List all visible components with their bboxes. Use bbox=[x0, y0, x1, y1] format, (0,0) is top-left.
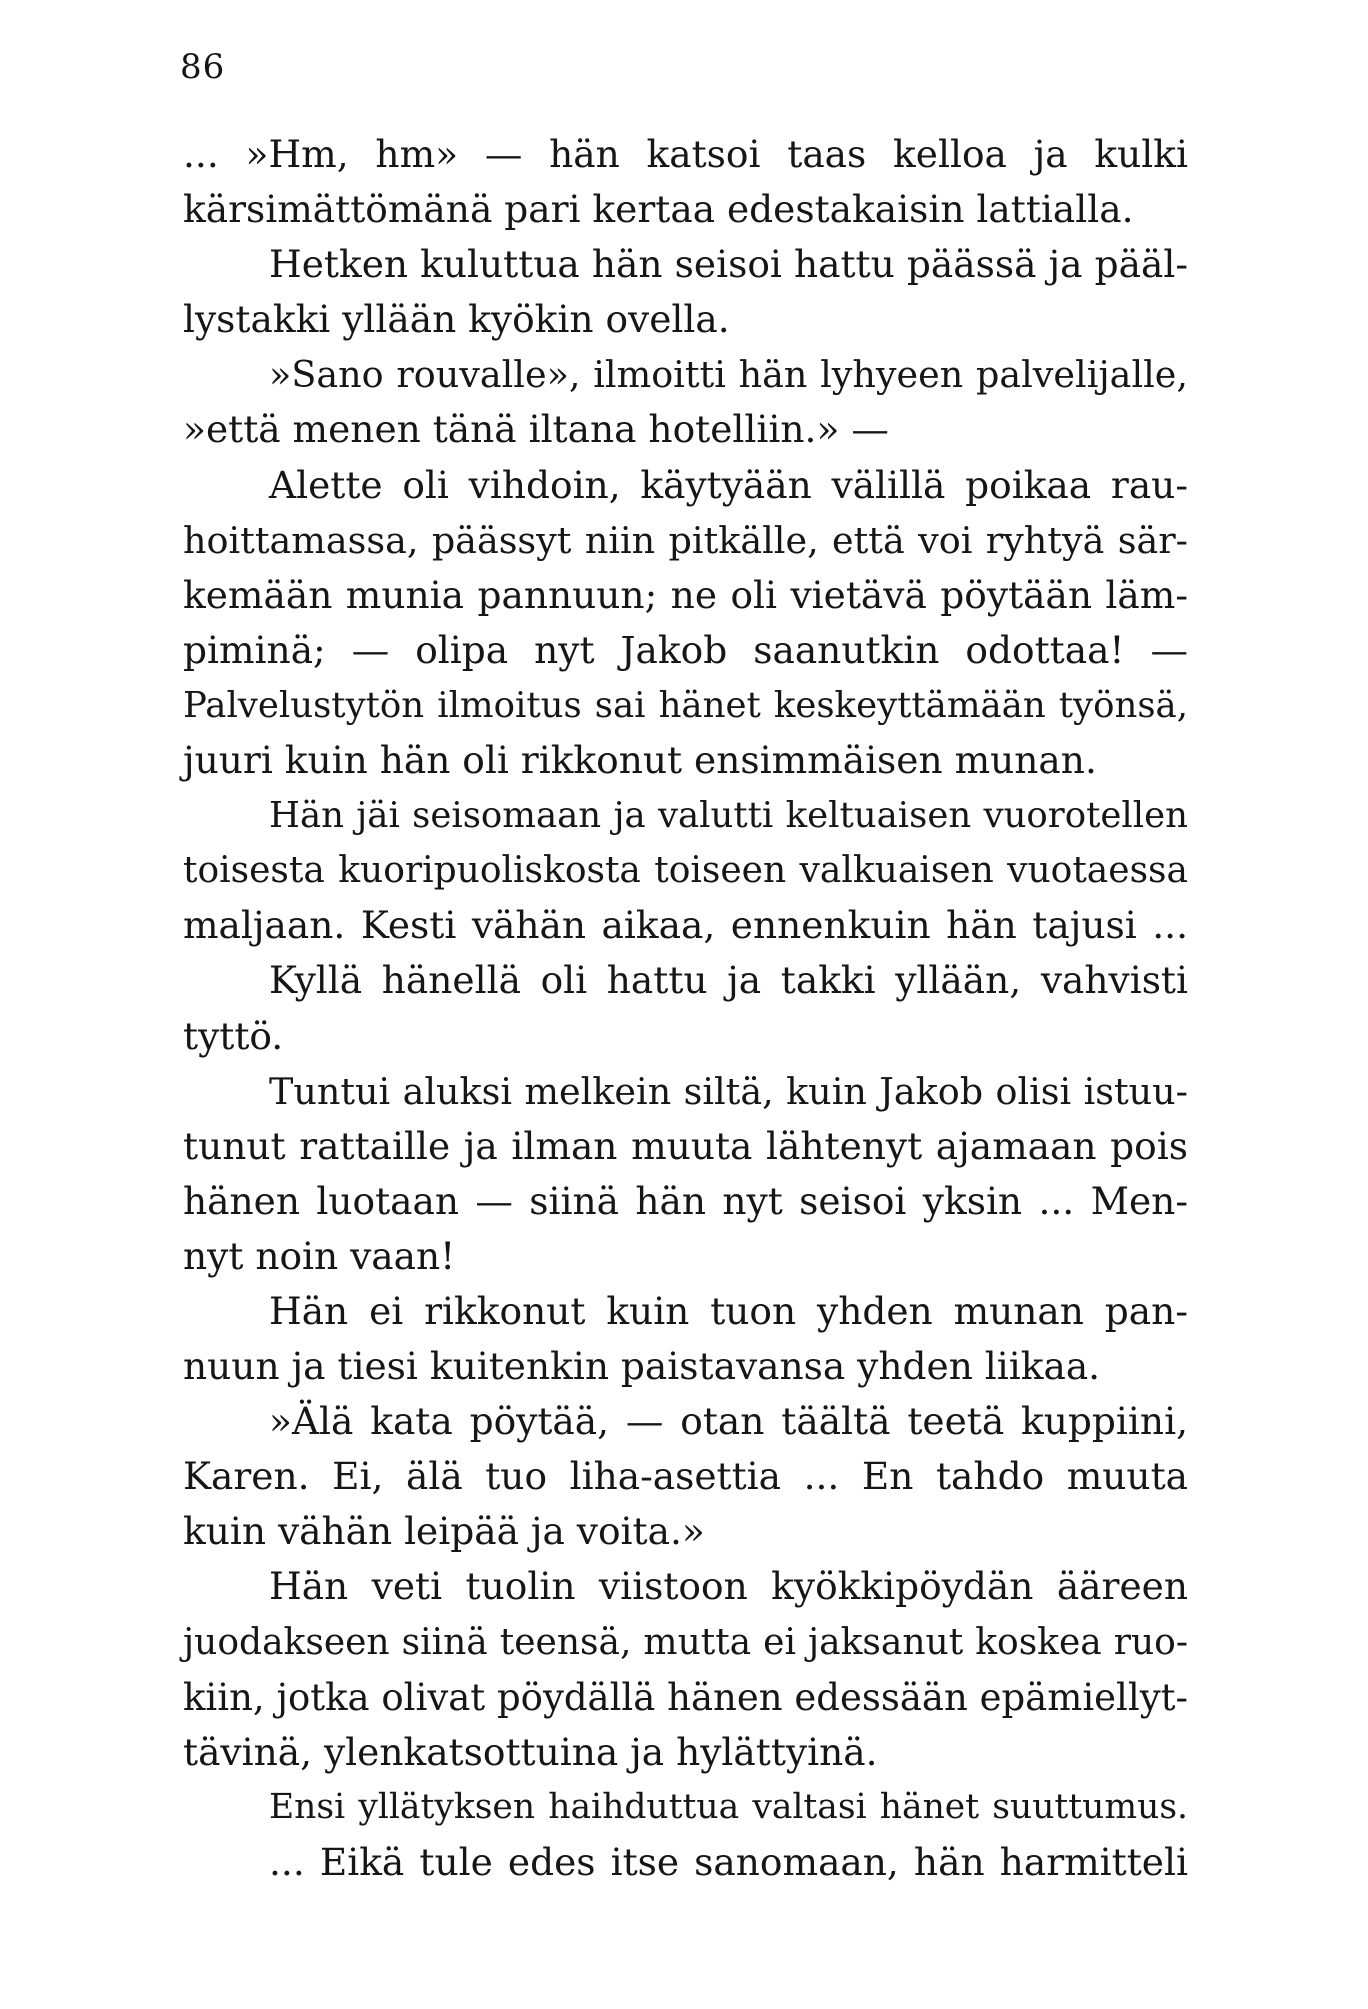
text-line: Alette oli vihdoin, käytyään välillä poikaa rau- bbox=[269, 462, 1188, 507]
text-line: Tuntui aluksi melkein siltä, kuin Jakob olisi istuu- bbox=[269, 1069, 1188, 1113]
text-line: »että menen tänä iltana hotelliin.» — bbox=[183, 407, 889, 452]
text-line: juodakseen siinä teensä, mutta ei jaksanut koskea ruo- bbox=[183, 1621, 1188, 1663]
text-line: ... Eikä tule edes itse sanomaan, hän harmitteli bbox=[269, 1839, 1188, 1884]
text-line: »Sano rouvalle», ilmoitti hän lyhyeen palvelijalle, bbox=[269, 353, 1188, 397]
text-line: nyt noin vaan! bbox=[183, 1233, 456, 1278]
text-line: Ensi yllätyksen haihduttua valtasi hänet suuttumus. bbox=[269, 1786, 1188, 1827]
text-line: piminä; — olipa nyt Jakob saanutkin odottaa! — bbox=[183, 627, 1188, 672]
text-line: Hän ei rikkonut kuin tuon yhden munan pan- bbox=[269, 1288, 1188, 1333]
text-line: Karen. Ei, älä tuo liha-asettia ... En tahdo muuta bbox=[183, 1454, 1188, 1499]
text-line: kärsimättömänä pari kertaa edestakaisin lattialla. bbox=[183, 187, 1134, 232]
text-line: Hetken kuluttua hän seisoi hattu päässä ja pääl- bbox=[269, 242, 1188, 287]
text-line: Palvelustytön ilmoitus sai hänet keskeyttämään työnsä, bbox=[183, 684, 1188, 726]
text-line: hänen luotaan — siinä hän nyt seisoi yksin ... Men- bbox=[183, 1178, 1188, 1223]
text-line: hoittamassa, päässyt niin pitkälle, että voi ryhtyä sär- bbox=[183, 518, 1188, 562]
text-line: maljaan. Kesti vähän aikaa, ennenkuin hän tajusi ... bbox=[183, 903, 1188, 948]
text-line: nuun ja tiesi kuitenkin paistavansa yhden liikaa. bbox=[183, 1344, 1101, 1389]
text-line: tyttö. bbox=[183, 1013, 284, 1058]
text-line: ... »Hm, hm» — hän katsoi taas kelloa ja kulki bbox=[183, 132, 1188, 176]
text-line: tävinä, ylenkatsottuina ja hylättyinä. bbox=[183, 1729, 878, 1774]
text-line: kemään munia pannuun; ne oli vietävä pöytään läm- bbox=[183, 572, 1188, 617]
text-block bbox=[183, 127, 1188, 1890]
page-number: 86 bbox=[180, 47, 226, 87]
text-line: Hän veti tuolin viistoon kyökkipöydän ääreen bbox=[269, 1564, 1188, 1609]
text-line: lystakki yllään kyökin ovella. bbox=[183, 297, 730, 342]
text-line: toisesta kuoripuoliskosta toiseen valkuaisen vuotaessa bbox=[183, 850, 1188, 892]
text-line: kuin vähän leipää ja voita.» bbox=[183, 1509, 705, 1554]
text-line: »Älä kata pöytää, — otan täältä teetä kuppiini, bbox=[269, 1399, 1188, 1444]
text-line: kiin, jotka olivat pöydällä hänen edessään epämiellyt- bbox=[183, 1675, 1188, 1719]
text-line: juuri kuin hän oli rikkonut ensimmäisen munan. bbox=[183, 738, 1097, 783]
text-line: Hän jäi seisomaan ja valutti keltuaisen vuorotellen bbox=[269, 795, 1188, 837]
text-line: Kyllä hänellä oli hattu ja takki yllään, vahvisti bbox=[269, 958, 1188, 1003]
text-line: tunut rattaille ja ilman muuta lähtenyt ajamaan pois bbox=[183, 1123, 1188, 1168]
